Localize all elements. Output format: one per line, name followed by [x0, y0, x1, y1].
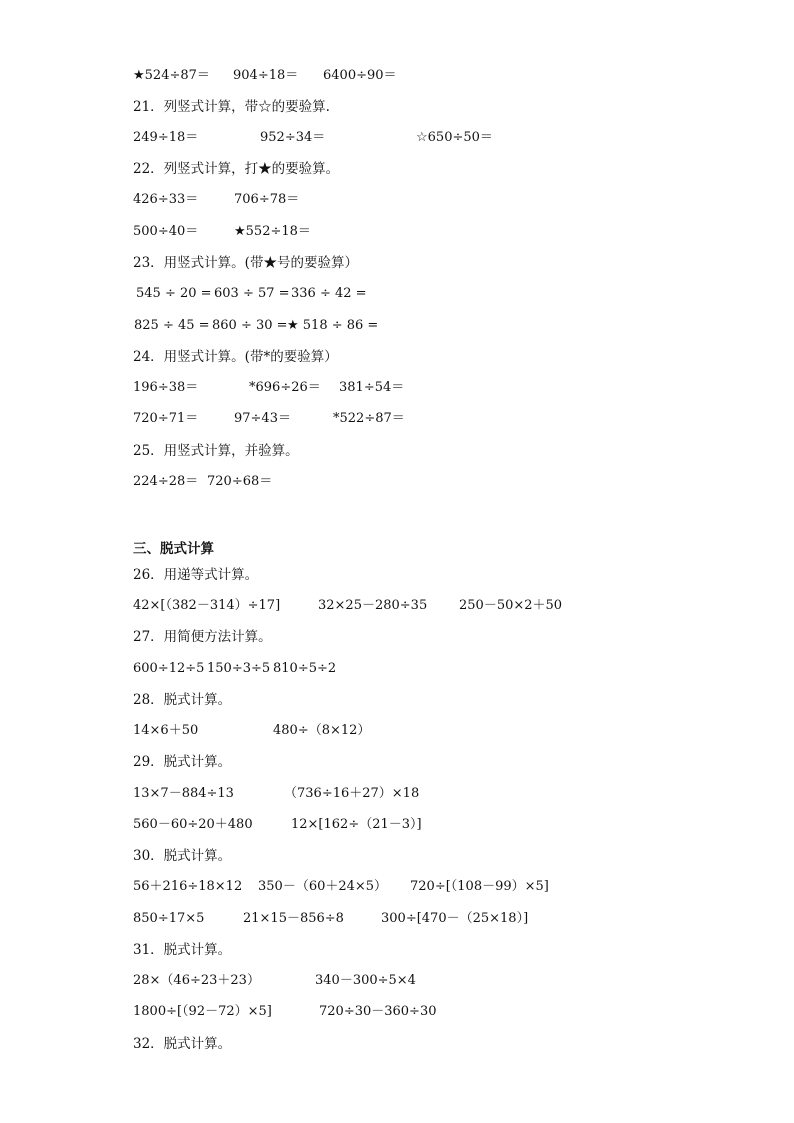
math-problem: 350－（60＋24×5） — [258, 879, 388, 894]
math-problem: 42×[（382－314）÷17] — [133, 598, 281, 613]
heading-text: 27．用简便方法计算。 — [133, 629, 272, 645]
heading-text: 23．用竖式计算。(带★号的要验算） — [133, 255, 358, 271]
problem-row — [0, 474, 794, 490]
question-heading — [0, 692, 794, 708]
heading-text: 三、脱式计算 — [133, 541, 214, 557]
math-problem: 6400÷90＝ — [323, 68, 397, 83]
heading-text: 32．脱式计算。 — [133, 1036, 232, 1052]
math-problem: 340－300÷5×4 — [315, 973, 416, 988]
math-problem: 810÷5÷2 — [273, 661, 337, 676]
question-heading — [0, 99, 794, 115]
question-heading — [0, 349, 794, 365]
math-problem: ★552÷18＝ — [234, 224, 311, 239]
math-problem: 720÷68＝ — [207, 474, 273, 489]
math-problem: 720÷30－360÷30 — [319, 1004, 437, 1019]
math-problem: 545 ÷ 20 = — [136, 286, 212, 301]
heading-text: 28．脱式计算。 — [133, 692, 232, 708]
problem-row — [0, 817, 794, 833]
question-heading — [0, 942, 794, 958]
problem-row — [0, 723, 794, 739]
math-problem: *522÷87＝ — [333, 411, 405, 426]
math-problem: 21×15－856÷8 — [243, 911, 344, 926]
math-problem: 150÷3÷5 — [207, 661, 271, 676]
problem-row — [0, 411, 794, 427]
math-problem: 904÷18＝ — [233, 68, 299, 83]
problem-row — [0, 786, 794, 802]
problem-row — [0, 224, 794, 240]
question-heading — [0, 255, 794, 271]
heading-text: 29．脱式计算。 — [133, 754, 232, 770]
question-heading — [0, 567, 794, 583]
math-problem: 825 ÷ 45 = — [134, 318, 210, 333]
problem-row — [0, 973, 794, 989]
math-problem: 426÷33＝ — [133, 192, 199, 207]
question-heading — [0, 848, 794, 864]
problem-row — [0, 68, 794, 84]
heading-text: 26．用递等式计算。 — [133, 567, 259, 583]
problem-row — [0, 130, 794, 146]
question-heading — [0, 161, 794, 177]
math-problem: 250－50×2＋50 — [459, 598, 563, 613]
math-problem: 196÷38＝ — [133, 380, 199, 395]
math-problem: 603 ÷ 57 = — [214, 286, 290, 301]
math-problem: （736÷16＋27）×18 — [284, 786, 420, 801]
math-problem: 97÷43＝ — [234, 411, 291, 426]
math-problem: 14×6＋50 — [133, 723, 199, 738]
problem-row — [0, 318, 794, 334]
math-problem: ★ 518 ÷ 86 = — [287, 318, 379, 333]
math-problem: ☆650÷50＝ — [416, 130, 493, 145]
math-problem: 706÷78＝ — [234, 192, 300, 207]
problem-row — [0, 1004, 794, 1020]
question-heading — [0, 754, 794, 770]
problem-row — [0, 879, 794, 895]
heading-text: 24．用竖式计算。(带*的要验算） — [133, 349, 338, 365]
problem-row — [0, 661, 794, 677]
math-problem: 224÷28＝ — [133, 474, 199, 489]
math-problem: 720÷[（108－99）×5] — [410, 879, 549, 894]
math-problem: 480÷（8×12） — [273, 723, 371, 738]
math-problem: 249÷18＝ — [133, 130, 199, 145]
math-problem: 32×25－280÷35 — [318, 598, 428, 613]
problem-row — [0, 380, 794, 396]
problem-row — [0, 598, 794, 614]
math-problem: 500÷40＝ — [133, 224, 199, 239]
math-problem: 336 ÷ 42 = — [291, 286, 367, 301]
heading-text: 25．用竖式计算，并验算。 — [133, 443, 299, 459]
math-problem: 560－60÷20＋480 — [133, 817, 253, 832]
section-heading — [0, 541, 794, 557]
math-problem: 720÷71＝ — [133, 411, 199, 426]
math-problem: 952÷34＝ — [260, 130, 326, 145]
problem-row — [0, 911, 794, 927]
math-problem: 381÷54＝ — [339, 380, 405, 395]
math-problem: 600÷12÷5 — [133, 661, 205, 676]
math-problem: 13×7－884÷13 — [133, 786, 234, 801]
heading-text: 21．列竖式计算，带☆的要验算. — [133, 99, 330, 115]
math-problem: 850÷17×5 — [133, 911, 205, 926]
math-problem: *696÷26＝ — [249, 380, 321, 395]
math-problem: 860 ÷ 30 = — [212, 318, 288, 333]
heading-text: 22．列竖式计算，打★的要验算。 — [133, 161, 340, 177]
heading-text: 31．脱式计算。 — [133, 942, 232, 958]
question-heading — [0, 1036, 794, 1052]
math-problem: ★524÷87＝ — [133, 68, 210, 83]
problem-row — [0, 192, 794, 208]
problem-row — [0, 286, 794, 302]
question-heading — [0, 629, 794, 645]
heading-text: 30．脱式计算。 — [133, 848, 232, 864]
math-problem: 28×（46÷23＋23） — [133, 973, 260, 988]
math-problem: 12×[162÷（21－3）] — [291, 817, 422, 832]
math-problem: 1800÷[（92－72）×5] — [133, 1004, 272, 1019]
math-problem: 56＋216÷18×12 — [133, 879, 243, 894]
question-heading — [0, 443, 794, 459]
math-problem: 300÷[470－（25×18）] — [381, 911, 529, 926]
